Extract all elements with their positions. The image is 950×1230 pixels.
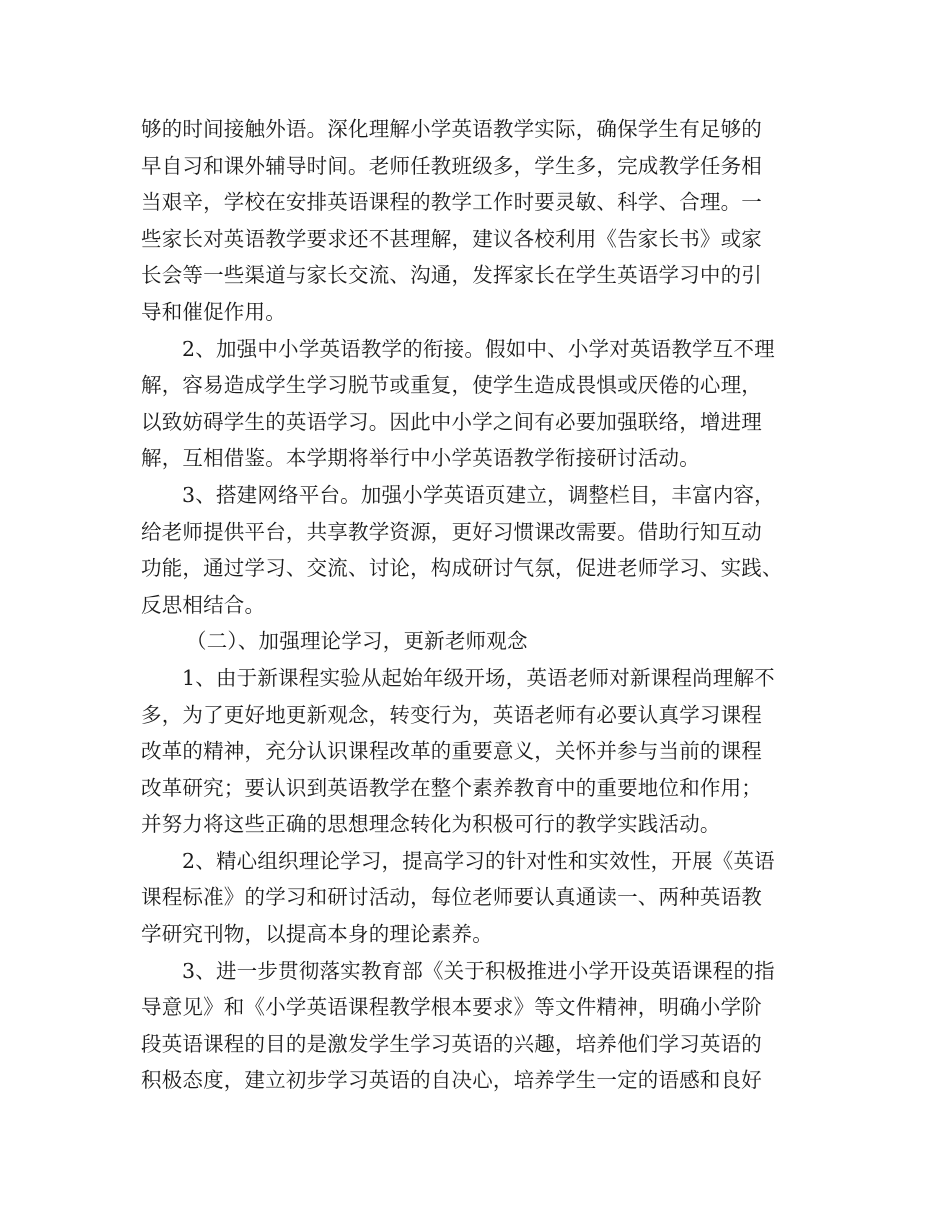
text-line: 积极态度，建立初步学习英语的自决心，培养学生一定的语感和良好 bbox=[141, 1068, 762, 1093]
paragraph-start-line: 3、进一步贯彻落实教育部《关于积极推进小学开设英语课程的指 bbox=[182, 958, 775, 983]
text-line: 改革的精神，充分认识课程改革的重要意义，关怀并参与当前的课程 bbox=[141, 739, 762, 764]
text-line: 并努力将这些正确的思想理念转化为积极可行的教学实践活动。 bbox=[141, 812, 721, 837]
text-line: 以致妨碍学生的英语学习。因此中小学之间有必要加强联络，增进理 bbox=[141, 409, 762, 434]
paragraph-start-line: 2、精心组织理论学习，提高学习的针对性和实效性，开展《英语 bbox=[182, 848, 775, 873]
text-line: 些家长对英语教学要求还不甚理解，建议各校利用《告家长书》或家 bbox=[141, 226, 762, 251]
text-line: 功能，通过学习、交流、讨论，构成研讨气氛，促进老师学习、实践、 bbox=[141, 556, 783, 581]
text-line: 改革研究；要认识到英语教学在整个素养教育中的重要地位和作用； bbox=[141, 775, 762, 800]
text-line: 解，互相借鉴。本学期将举行中小学英语教学衔接研讨活动。 bbox=[141, 446, 700, 471]
text-line: 长会等一些渠道与家长交流、沟通，发挥家长在学生英语学习中的引 bbox=[141, 263, 762, 288]
text-line: 当艰辛，学校在安排英语课程的教学工作时要灵敏、科学、合理。一 bbox=[141, 190, 762, 215]
text-line: 解，容易造成学生学习脱节或重复，使学生造成畏惧或厌倦的心理， bbox=[141, 373, 762, 398]
paragraph-start-line: 3、搭建网络平台。加强小学英语页建立，调整栏目，丰富内容， bbox=[182, 482, 775, 507]
text-line: 课程标准》的学习和研讨活动，每位老师要认真通读一、两种英语教 bbox=[141, 885, 762, 910]
text-line: 给老师提供平台，共享教学资源，更好习惯课改需要。借助行知互动 bbox=[141, 519, 762, 544]
text-line: 够的时间接触外语。深化理解小学英语教学实际，确保学生有足够的 bbox=[141, 117, 762, 141]
text-line: 早自习和课外辅导时间。老师任教班级多，学生多，完成教学任务相 bbox=[141, 153, 762, 178]
text-line: 学研究刊物，以提高本身的理论素养。 bbox=[141, 922, 493, 947]
text-line: 导意见》和《小学英语课程教学根本要求》等文件精神，明确小学阶 bbox=[141, 995, 762, 1020]
paragraph-start-line: 1、由于新课程实验从起始年级开场，英语老师对新课程尚理解不 bbox=[182, 665, 775, 690]
document-body bbox=[141, 111, 831, 1099]
text-line: 多，为了更好地更新观念，转变行为，英语老师有必要认真学习课程 bbox=[141, 702, 762, 727]
text-line: 反思相结合。 bbox=[141, 592, 266, 617]
paragraph-start-line: 2、加强中小学英语教学的衔接。假如中、小学对英语教学互不理 bbox=[182, 336, 775, 361]
text-line: 导和催促作用。 bbox=[141, 299, 286, 324]
section-heading: （二）、加强理论学习，更新老师观念 bbox=[186, 629, 528, 654]
text-line: 段英语课程的目的是激发学生学习英语的兴趣，培养他们学习英语的 bbox=[141, 1031, 762, 1056]
